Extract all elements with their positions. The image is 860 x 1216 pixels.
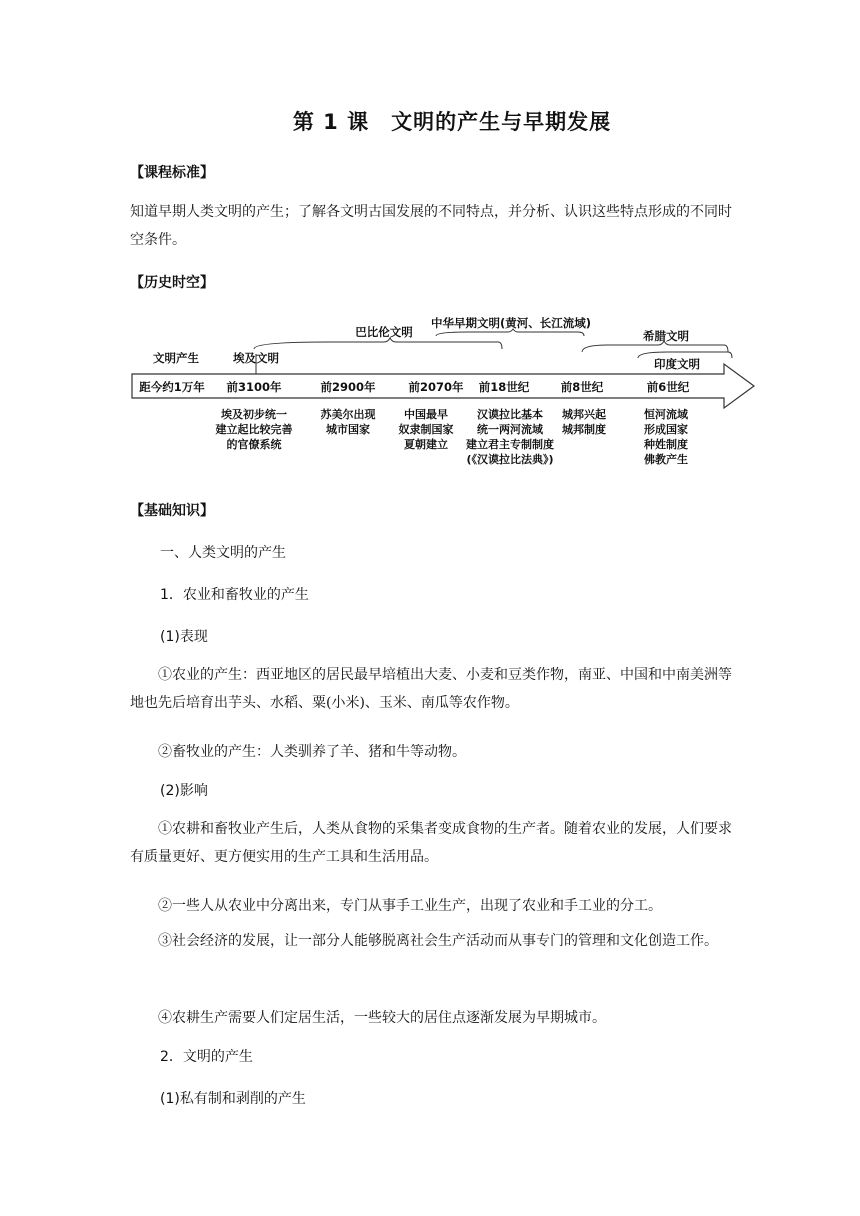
event-line: 城邦制度: [562, 423, 606, 436]
event-line: 夏朝建立: [404, 438, 448, 451]
page-title: [0, 106, 860, 136]
event-line: (《汉谟拉比法典》): [466, 453, 554, 466]
standard-text: 知道早期人类文明的产生；了解各文明古国发展的不同特点，并分析、认识这些特点形成的不同时空条件。: [130, 204, 732, 248]
event-line: 埃及初步统一: [221, 408, 287, 421]
tick-label: 前3100年: [226, 380, 282, 394]
event-line: 奴隶制国家: [398, 423, 454, 436]
subheading-1-2-a: (1)私有制和剥削的产生: [160, 1091, 306, 1107]
tick-label: 距今约1万年: [139, 380, 205, 394]
span-label-wenming: 文明产生: [153, 351, 199, 365]
lesson-number: 第 1 课: [292, 110, 370, 134]
span-label-babilun: 巴比伦文明: [355, 325, 413, 339]
event-line: 中国最早: [404, 408, 448, 421]
subheading-1-1-b: (2)影响: [160, 783, 208, 799]
paragraph-agriculture: ①农业的产生：西亚地区的居民最早培植出大麦、小麦和豆类作物，南亚、中国和中南美洲等地也先后培育出芋头、水稻、粟(小米)、玉米、南瓜等农作物。: [130, 667, 732, 711]
subheading-1: 一、人类文明的产生: [160, 545, 286, 561]
brace-babilun: [254, 338, 502, 349]
tick-label: 前6世纪: [646, 380, 690, 394]
event-line: 汉谟拉比基本: [477, 408, 543, 421]
tick-label: 前2900年: [320, 380, 376, 394]
paragraph-impact-3: ③社会经济的发展，让一部分人能够脱离社会生产活动而从事专门的管理和文化创造工作。: [158, 933, 718, 949]
event-line: 统一两河流域: [477, 423, 543, 436]
subheading-1-1-a: (1)表现: [160, 629, 208, 645]
event-line: 建立君主专制制度: [466, 438, 554, 451]
event-line: 苏美尔出现: [320, 408, 376, 421]
event-line: 的官僚系统: [226, 438, 282, 451]
brace-zhonghua: [436, 329, 584, 336]
event-line: 佛教产生: [644, 453, 688, 466]
event-line: 城邦兴起: [562, 408, 606, 421]
paragraph-animal-husbandry: ②畜牧业的产生：人类驯养了羊、猪和牛等动物。: [158, 744, 466, 760]
span-label-xila: 希腊文明: [643, 329, 689, 343]
tick-label: 前2070年: [408, 380, 464, 394]
section-heading-basics: 【基础知识】: [130, 503, 214, 519]
event-line: 建立起比较完善: [215, 423, 293, 436]
section-heading-timeline: 【历史时空】: [130, 275, 214, 291]
span-label-aiji: 埃及文明: [233, 351, 279, 365]
section-heading-standard: 【课程标准】: [130, 165, 214, 181]
event-line: 种姓制度: [644, 438, 688, 451]
span-label-zhonghua: 中华早期文明(黄河、长江流域): [430, 316, 592, 330]
span-label-yindu: 印度文明: [654, 357, 700, 371]
tick-label: 前18世纪: [478, 380, 530, 394]
paragraph-impact-4: ④农耕生产需要人们定居生活，一些较大的居住点逐渐发展为早期城市。: [158, 1010, 606, 1026]
event-line: 恒河流域: [644, 408, 688, 421]
event-line: 形成国家: [644, 423, 688, 436]
subheading-1-2: 2．文明的产生: [160, 1049, 253, 1065]
timeline-diagram: [128, 312, 758, 472]
paragraph-impact-2: ②一些人从农业中分离出来，专门从事手工业生产，出现了农业和手工业的分工。: [158, 898, 662, 914]
event-line: 城市国家: [326, 423, 370, 436]
subheading-1-1: 1．农业和畜牧业的产生: [160, 587, 309, 603]
tick-label: 前8世纪: [560, 380, 604, 394]
paragraph-impact-1: ①农耕和畜牧业产生后，人类从食物的采集者变成食物的生产者。随着农业的发展，人们要求有质量更好、更方便实用的生产工具和生活用品。: [130, 821, 732, 865]
lesson-name: 文明的产生与早期发展: [391, 110, 612, 134]
